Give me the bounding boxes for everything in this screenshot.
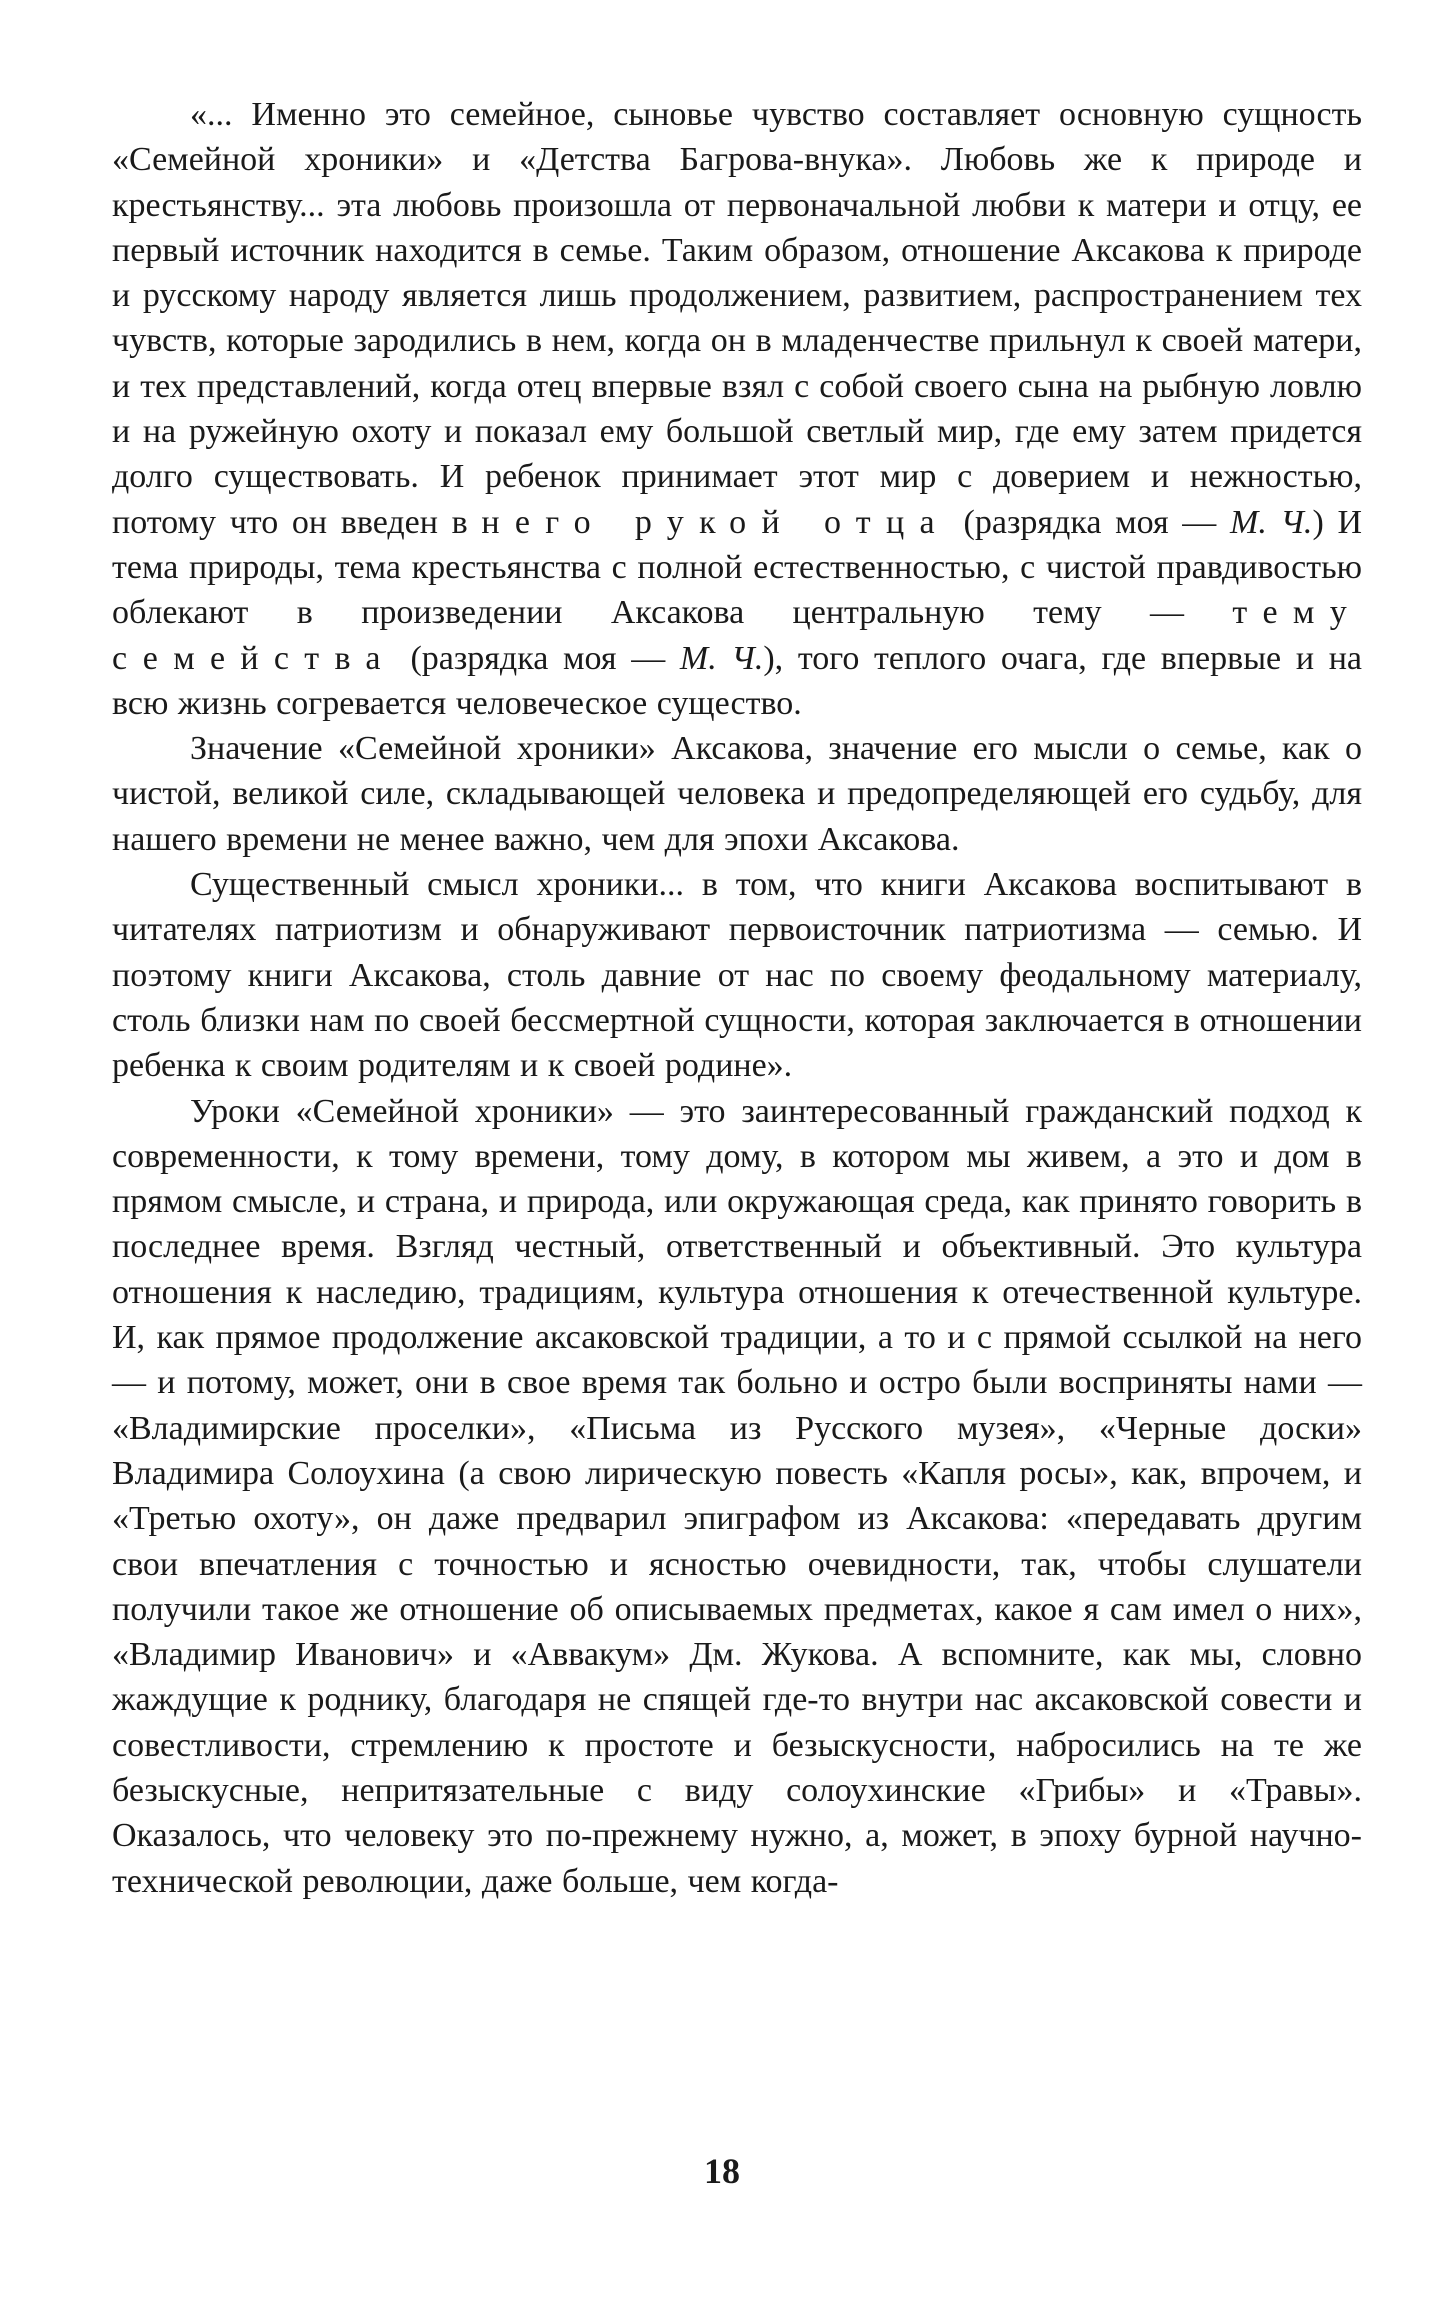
paragraph-2 [112, 726, 1362, 862]
spaced-emphasis-1: него рукой отца [481, 503, 950, 541]
page-number: 18 [704, 2151, 740, 2191]
author-initials-2: М. Ч. [679, 639, 764, 677]
page-body [112, 92, 1362, 1904]
paragraph-3 [112, 862, 1362, 1088]
paragraph-4 [112, 1089, 1362, 1904]
paragraph-1 [112, 92, 1362, 726]
paragraph-1-text-1: «... Именно это семейное, сыновье чувство составляет основную сущность «Семейной хроники» и «Детства Багрова-внука». Любовь же к природе и крестьянству... эта любовь произошла от первоначальной любви к матери и отцу, ее первый источник находится в семье. Таким образом, отношение Аксакова к природе и русскому народу является лишь продолжением, развитием, распространением тех чувств, которые зародились в нем, когда он в младенчестве прильнул к своей матери, и тех представлений, когда отец впервые взял с собой своего сына на рыбную ловлю и на ружейную охоту и показал ему большой светлый мир, где ему затем придется долго существовать. И ребенок принимает этот мир с доверием и нежностью, потому что он введен в [112, 96, 1362, 541]
author-initials-1: М. Ч. [1230, 503, 1313, 541]
paragraph-4-text: Уроки «Семейной хроники» — это заинтересованный гражданский подход к современности, к тому времени, тому дому, в котором мы живем, а это и дом в прямом смысле, и страна, и природа, или окружающая среда, как принято говорить в последнее время. Взгляд честный, ответственный и объективный. Это культура отношения к наследию, традициям, культура отношения к отечественной культуре. И, как прямое продолжение аксаковской традиции, а то и с прямой ссылкой на него — и потому, может, они в свое время так больно и остро были восприняты нами — «Владимирские проселки», «Письма из Русского музея», «Черные доски» Владимира Солоухина (а свою лирическую повесть «Капля росы», как, впрочем, и «Третью охоту», он даже предварил эпиграфом из Аксакова: «передавать другим свои впечатления с точностью и ясностью очевидности, так, чтобы слушатели получили такое же отношение об описываемых предметах, какое я сам имел о них», «Владимир Иванович» и «Аввакум» Дм. Жукова. А вспомните, как мы, словно жаждущие к роднику, благодаря не спящей где-то внутри нас аксаковской совести и совестливости, стремлению к простоте и безыскусности, набросились на те же безыскусные, непритязательные с виду солоухинские «Грибы» и «Травы». Оказалось, что человеку это по-прежнему нужно, а, может, в эпоху бурной научно-технической революции, даже больше, чем когда- [112, 1092, 1362, 1900]
paragraph-1-text-2: (разрядка моя — [949, 503, 1230, 541]
spaced-emphasis-2: тему семейства [112, 594, 1362, 677]
paragraph-1-text-3: ) И тема природы, тема крестьянства с полной естественностью, с чистой правдивостью облекают в произведении Аксакова центральную тему — [112, 503, 1362, 632]
paragraph-1-text-5: ), того теплого очага, где впервые и на всю жизнь согревается человеческое существо. [112, 639, 1362, 722]
paragraph-3-text: Существенный смысл хроники... в том, что книги Аксакова воспитывают в читателях патриотизм и обнаруживают первоисточник патриотизма — семью. И поэтому книги Аксакова, столь давние от нас по своему феодальному материалу, столь близки нам по своей бессмертной сущности, которая заключается в отношении ребенка к своим родителям и к своей родине». [112, 866, 1362, 1085]
paragraph-2-text: Значение «Семейной хроники» Аксакова, значение его мысли о семье, как о чистой, великой силе, складывающей человека и предопределяющей его судьбу, для нашего времени не менее важно, чем для эпохи Аксакова. [112, 730, 1362, 858]
paragraph-1-text-4: (разрядка моя — [395, 639, 680, 677]
